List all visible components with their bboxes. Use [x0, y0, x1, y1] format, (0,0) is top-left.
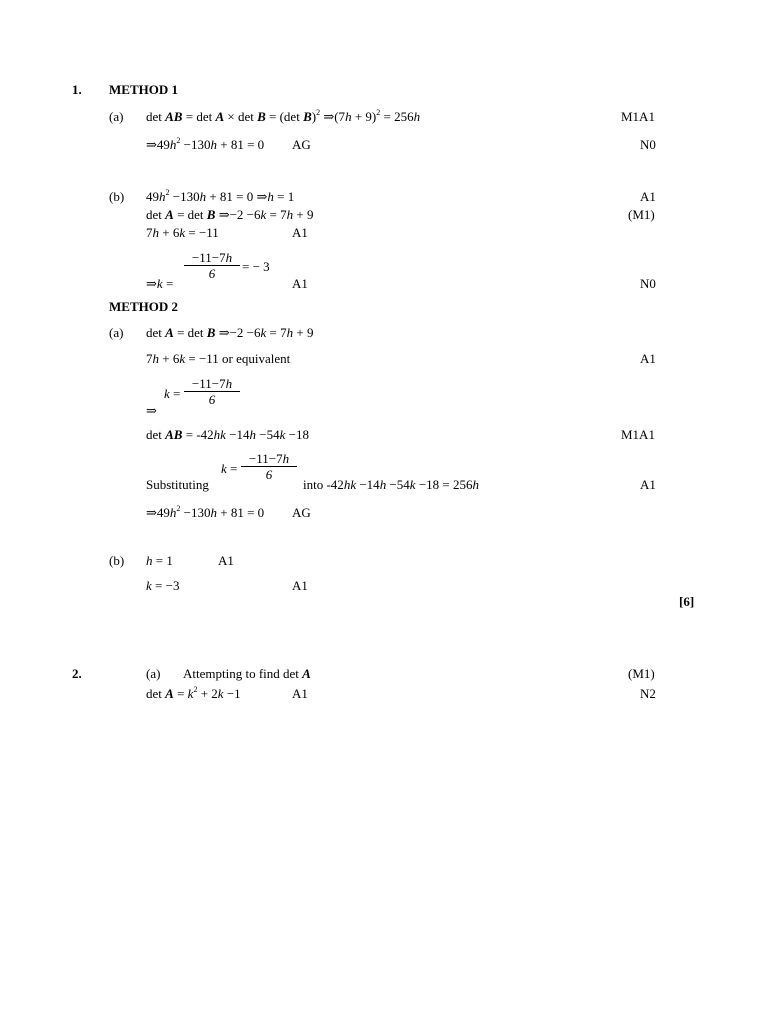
equation-result: = − 3 [242, 259, 270, 274]
equation-line: h = 1 [146, 553, 173, 568]
ag-label: AG [292, 137, 311, 152]
equation-line: k = −3 [146, 578, 180, 593]
fraction: −11−7h 6 [184, 250, 240, 281]
method-2-title: METHOD 2 [109, 299, 178, 314]
part-label: (a) [109, 325, 124, 340]
fraction: −11−7h 6 [241, 451, 297, 482]
mark-label: A1 [292, 276, 308, 291]
substituting-label: Substituting [146, 477, 209, 492]
equation-line: det A = det B ⇒−2 −6k = 7h + 9 [146, 325, 314, 340]
mark-label: A1 [292, 686, 308, 701]
equation-line: 7h + 6k = −11 [146, 225, 219, 240]
mark-label: N0 [640, 137, 656, 152]
mark-label: M1A1 [621, 109, 655, 124]
total-marks: [6] [679, 594, 695, 609]
mark-label: N0 [640, 276, 656, 291]
equation-line: $\det A = k^2 + 2k -1$ [146, 685, 241, 701]
mark-label: A1 [640, 189, 656, 204]
question-number: 1. [72, 82, 82, 97]
method-1-title: METHOD 1 [109, 82, 178, 97]
mark-label: M1A1 [621, 427, 655, 442]
ag-label: AG [292, 505, 311, 520]
part-label: (a) [146, 666, 161, 681]
equation-line: into -42hk −14h −54k −18 = 256h [303, 477, 479, 492]
equation-line: ⇒k = [146, 276, 174, 291]
part-label: (a) [109, 109, 124, 124]
equation-line: det A = det B ⇒−2 −6k = 7h + 9 [146, 207, 314, 222]
mark-label: (M1) [628, 666, 655, 681]
mark-label: A1 [218, 553, 234, 568]
part-label: (b) [109, 189, 125, 204]
mark-label: A1 [640, 351, 656, 366]
equation-line: k = [164, 386, 181, 401]
part-label: (b) [109, 553, 125, 568]
mark-label: A1 [292, 578, 308, 593]
question-number: 2. [72, 666, 82, 681]
equation-line: $\Rightarrow 49h^2 -130h + 81 = 0$ [146, 504, 265, 520]
mark-label: (M1) [628, 207, 655, 222]
mark-label: N2 [640, 686, 656, 701]
equation-line: k = [221, 461, 238, 476]
implies-arrow: ⇒ [146, 403, 157, 418]
equation-line: $\Rightarrow 49h^2 -130h + 81 = 0$ [146, 136, 265, 152]
instruction-line: Attempting to find det A [183, 666, 311, 681]
equation-line: $49h^2 -130h + 81 = 0$ ⇒h = 1 [146, 188, 295, 204]
mark-label: A1 [292, 225, 308, 240]
equation-line: det AB = -42hk −14h −54k −18 [146, 427, 309, 442]
equation-line: 7h + 6k = −11 or equivalent [146, 351, 291, 366]
mark-label: A1 [640, 477, 656, 492]
fraction: −11−7h 6 [184, 376, 240, 407]
equation-line: det AB = det A × det B = (det B)$^2$ ⇒(7h + 9)$^2$ = 256h [146, 108, 421, 124]
